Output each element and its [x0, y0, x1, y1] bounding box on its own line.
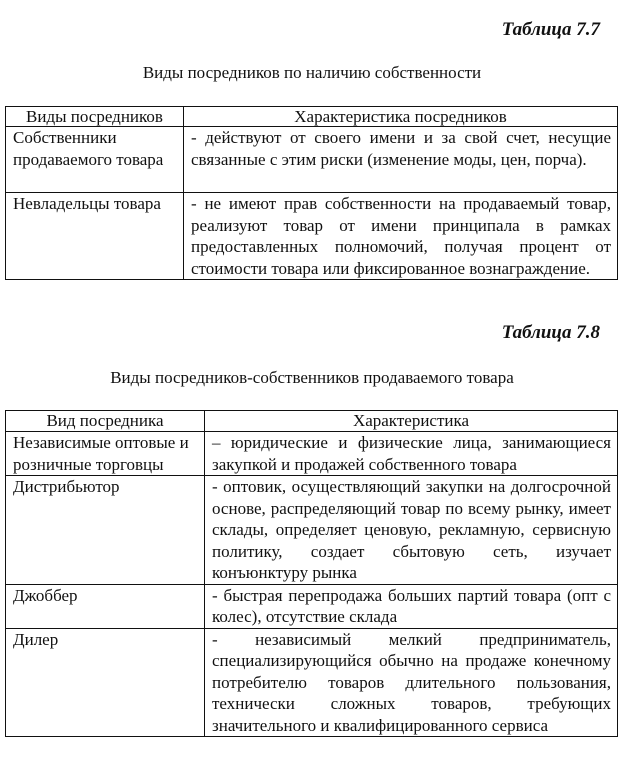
- table-7-8-caption: Виды посредников-собственников продаваемого товара: [110, 368, 514, 387]
- row-type: Независимые оптовые и розничные торговцы: [6, 432, 205, 476]
- table-row: [6, 127, 618, 193]
- table-7-7-label: Таблица 7.7: [501, 19, 600, 40]
- row-description: - не имеют прав собственности на продаваемый товар, реализуют товар от имени принципала в рамках предоставленных полномочий, получая процент от стоимости товара или фиксированное вознаграждение.: [184, 193, 618, 280]
- column-header-types: Виды посредников: [6, 107, 184, 127]
- row-description: - быстрая перепродажа больших партий товара (опт с колес), отсутствие склада: [205, 584, 618, 628]
- table-header-row: [6, 107, 618, 127]
- row-type: Дилер: [6, 628, 205, 737]
- table-header-row: [6, 411, 618, 432]
- row-type: Джоббер: [6, 584, 205, 628]
- row-description: - действуют от своего имени и за свой счет, несущие связанные с этим риски (изменение моды, цен, порча).: [184, 127, 618, 193]
- column-header-characteristics: Характеристика: [205, 411, 618, 432]
- owner-intermediaries-table: [5, 410, 618, 737]
- row-description: – юридические и физические лица, занимающиеся закупкой и продажей собственного товара: [205, 432, 618, 476]
- row-description: - оптовик, осуществляющий закупки на долгосрочной основе, распределяющий товар по всему рынку, имеет склады, определяет ценовую, рекламную, сервисную политику, создает сбытовую сеть, изучает конъюнктуру рынка: [205, 476, 618, 585]
- row-description: - независимый мелкий предприниматель, специализирующийся обычно на продаже конечному потребителю товаров длительного пользования, технически сложных товаров, требующих значительного и квалифицированного сервиса: [205, 628, 618, 737]
- table-row: [6, 193, 618, 280]
- column-header-type: Вид посредника: [6, 411, 205, 432]
- table-row: [6, 432, 618, 476]
- table-row: [6, 628, 618, 737]
- table-7-7-caption: Виды посредников по наличию собственности: [142, 63, 482, 82]
- table-row: [6, 584, 618, 628]
- row-type: Невладельцы товара: [6, 193, 184, 280]
- intermediaries-by-ownership-table: [5, 106, 618, 280]
- column-header-characteristics: Характеристика посредников: [184, 107, 618, 127]
- table-7-8-label: Таблица 7.8: [501, 322, 600, 343]
- row-type: Дистрибьютор: [6, 476, 205, 585]
- table-row: [6, 476, 618, 585]
- row-type: Собственники продаваемого товара: [6, 127, 184, 193]
